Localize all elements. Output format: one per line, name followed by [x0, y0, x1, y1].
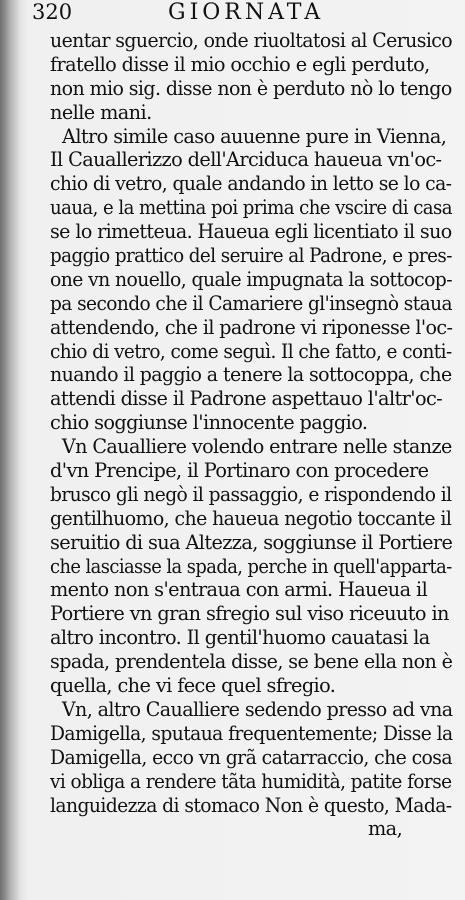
text-line: brusco gli negò il passaggio, e rispondendo il: [50, 482, 452, 506]
text-line: che lasciasse la spada, perche in quell'apparta-: [50, 554, 452, 578]
text-line: vi obliga a rendere tãta humidità, patite forse: [50, 769, 452, 793]
text-line: uentar sguercio, onde riuoltatosi al Cerusico: [50, 29, 453, 52]
text-line: ma,: [368, 817, 403, 841]
page-header: [0, 0, 465, 30]
text-line: paggio prattico del seruire al Padrone, e pres-: [50, 244, 452, 268]
text-line: quella, che vi fece quel sfregio.: [50, 674, 336, 698]
binding-shadow: [0, 0, 20, 900]
text-line: nuando il paggio a tenere la sottocoppa, che: [50, 363, 452, 387]
text-line: one vn nouello, quale impugnata la sottocop-: [50, 267, 452, 291]
paragraph-first-line: Vn, altro Caualliere sedendo presso ad vna: [61, 697, 453, 721]
text-line: mento non s'entraua con armi. Haueua il: [50, 578, 428, 602]
text-line: pa secondo che il Camariere gl'insegnò staua: [50, 291, 452, 315]
page-number: 320: [32, 0, 73, 24]
text-line: d'vn Prencipe, il Portinaro con procedere: [50, 459, 429, 483]
text-line: seruitio di sua Altezza, soggiunse il Portiere: [50, 530, 453, 554]
body-text: [50, 29, 453, 841]
text-line: altro incontro. Il gentil'huomo cauatasi la: [50, 626, 430, 650]
text-line: languidezza di stomaco Non è questo, Mada-: [50, 793, 452, 817]
text-line: Damigella, sputaua frequentemente; Disse la: [50, 721, 453, 745]
text-line: se lo rimetteua. Haueua egli licentiato il suo: [50, 220, 452, 244]
text-line: attendi disse il Padrone aspettauo l'altr'oc-: [50, 387, 443, 411]
text-line: nelle mani.: [50, 100, 152, 124]
text-line: chio soggiunse l'innocente paggio.: [50, 411, 368, 435]
text-line: non mio sig. disse non è perduto nò lo tengo: [50, 76, 452, 100]
text-line: Portiere vn gran sfregio sul viso riceuuto in: [50, 602, 449, 626]
text-line: Il Cauallerizzo dell'Arciduca haueua vn'oc-: [50, 148, 442, 172]
running-head: GIORNATA: [168, 0, 325, 25]
paragraph-first-line: Vn Caualliere volendo entrare nelle stanze: [61, 435, 452, 459]
text-line: gentilhuomo, che haueua negotio toccante il: [50, 506, 452, 530]
text-line: uaua, e la mettina poi prima che vscire di casa: [50, 196, 452, 220]
text-line: chio di vetro, quale andando in letto se lo ca-: [50, 172, 452, 196]
text-line: fratello disse il mio occhio e egli perduto,: [50, 52, 430, 76]
text-line: chio di vetro, come seguì. Il che fatto, e conti-: [50, 339, 452, 363]
text-line: spada, prendentela disse, se bene ella non è: [50, 650, 453, 674]
paragraph-first-line: Altro simile caso auuenne pure in Vienna,: [62, 124, 447, 148]
text-line: attendendo, che il padrone vi riponesse l'oc-: [50, 315, 453, 339]
text-line: Damigella, ecco vn grã catarraccio, che cosa: [50, 745, 452, 769]
